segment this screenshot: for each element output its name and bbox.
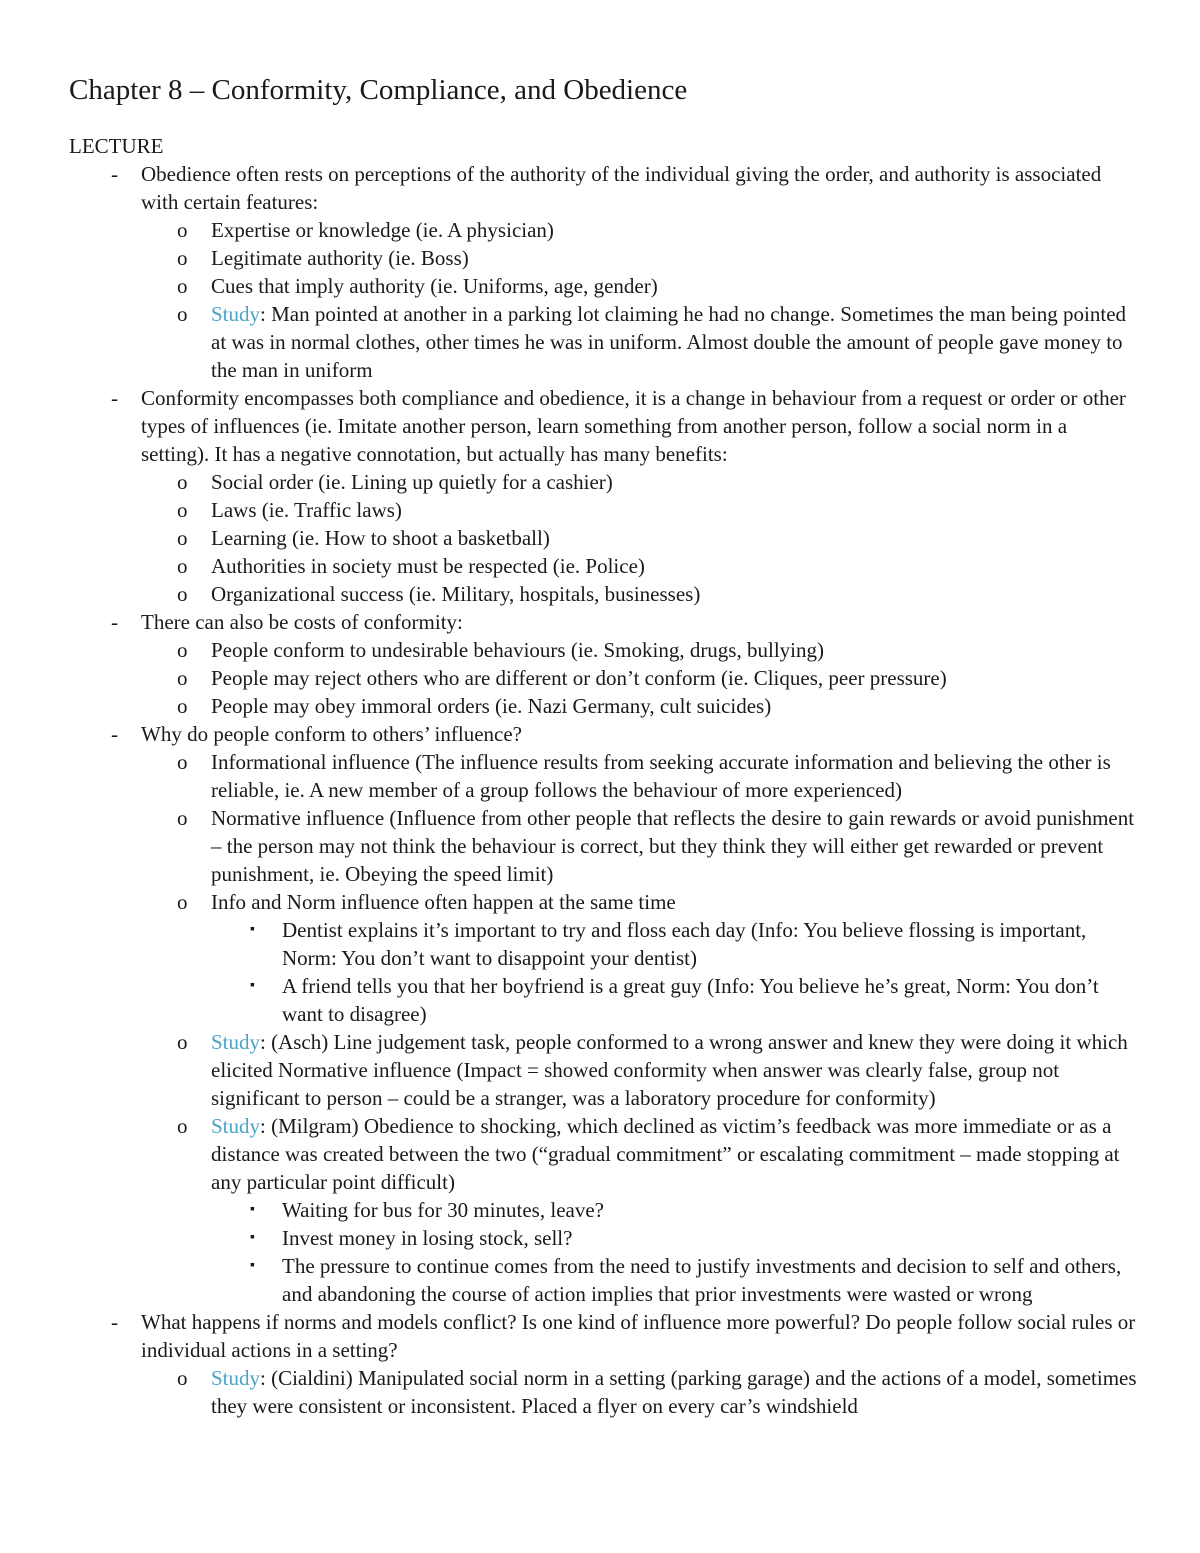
item-text: Laws (ie. Traffic laws): [211, 498, 402, 522]
list-item: [69, 720, 1139, 748]
circle-bullet: o: [177, 554, 188, 578]
circle-bullet: o: [177, 302, 188, 326]
list-item: [69, 664, 1139, 692]
circle-bullet: o: [177, 218, 188, 242]
page-title: Chapter 8 – Conformity, Compliance, and Obedience: [69, 74, 688, 106]
study-label: Study: [211, 1366, 261, 1390]
list-item: [69, 580, 1139, 608]
study-label: Study: [211, 302, 261, 326]
item-text: Invest money in losing stock, sell?: [282, 1226, 573, 1250]
item-text: Social order (ie. Lining up quietly for a cashier): [211, 470, 613, 494]
circle-bullet: o: [177, 638, 188, 662]
item-text: Waiting for bus for 30 minutes, leave?: [282, 1198, 604, 1222]
square-bullet: ▪: [250, 978, 255, 993]
item-text: Conformity encompasses both compliance and obedience, it is a change in behaviour from a request or order or other types of influences (ie. Imitate another person, learn something from another person, follow a social norm in a setting). It has a negative connotation, but actually has many benefits:: [141, 386, 1126, 466]
square-bullet: ▪: [250, 1202, 255, 1217]
dash-bullet: -: [111, 1310, 118, 1334]
item-text: Normative influence (Influence from other people that reflects the desire to gain rewards or avoid punishment – the person may not think the behaviour is correct, but they think they will either get rewarded or prevent punishment, ie. Obeying the speed limit): [211, 806, 1135, 886]
item-text: Why do people conform to others’ influence?: [141, 722, 522, 746]
circle-bullet: o: [177, 526, 188, 550]
circle-bullet: o: [177, 694, 188, 718]
item-text: : (Milgram) Obedience to shocking, which declined as victim’s feedback was more immediate or as a distance was created between the two (“gradual commitment” or escalating commitment – made stopping at any particular point difficult): [211, 1114, 1120, 1194]
dash-bullet: -: [111, 610, 118, 634]
list-item: [69, 216, 1139, 244]
circle-bullet: o: [177, 890, 188, 914]
item-text: Learning (ie. How to shoot a basketball): [211, 526, 550, 550]
dash-bullet: -: [111, 386, 118, 410]
list-item: [69, 524, 1139, 552]
item-text: People may obey immoral orders (ie. Nazi Germany, cult suicides): [211, 694, 772, 718]
item-text: Info and Norm influence often happen at the same time: [211, 890, 676, 914]
item-text: Legitimate authority (ie. Boss): [211, 246, 469, 270]
list-item: [69, 1308, 1139, 1364]
item-text: Expertise or knowledge (ie. A physician): [211, 218, 554, 242]
item-text: Dentist explains it’s important to try and floss each day (Info: You believe flossing is important, Norm: You don’t want to disappoint your dentist): [282, 918, 1087, 970]
dash-bullet: -: [111, 722, 118, 746]
item-text: People conform to undesirable behaviours (ie. Smoking, drugs, bullying): [211, 638, 824, 662]
item-text: The pressure to continue comes from the need to justify investments and decision to self and others, and abandoning the course of action implies that prior investments were wasted or wrong: [282, 1254, 1122, 1306]
item-text: : (Asch) Line judgement task, people conformed to a wrong answer and knew they were doing it which elicited Normative influence (Impact = showed conformity when answer was clearly false, group not significant to person – could be a stranger, was a laboratory procedure for conformity): [211, 1030, 1128, 1110]
list-item: [69, 916, 1139, 972]
list-item: [69, 552, 1139, 580]
item-text: : (Cialdini) Manipulated social norm in a setting (parking garage) and the actions of a model, sometimes they were consistent or inconsistent. Placed a flyer on every car’s windshield: [211, 1366, 1137, 1418]
list-item: [69, 1112, 1139, 1196]
item-text: There can also be costs of conformity:: [141, 610, 463, 634]
study-label: Study: [211, 1114, 261, 1138]
item-text: What happens if norms and models conflict? Is one kind of influence more powerful? Do people follow social rules or individual actions in a setting?: [141, 1310, 1136, 1362]
list-item: [69, 972, 1139, 1028]
list-item: [69, 1364, 1139, 1420]
circle-bullet: o: [177, 582, 188, 606]
circle-bullet: o: [177, 806, 188, 830]
list-item: [69, 636, 1139, 664]
item-text: Cues that imply authority (ie. Uniforms, age, gender): [211, 274, 658, 298]
list-item: [69, 692, 1139, 720]
list-item: [69, 160, 1139, 216]
item-text: People may reject others who are different or don’t conform (ie. Cliques, peer pressure): [211, 666, 947, 690]
list-item: [69, 1028, 1139, 1112]
circle-bullet: o: [177, 1030, 188, 1054]
circle-bullet: o: [177, 470, 188, 494]
circle-bullet: o: [177, 246, 188, 270]
list-item: [69, 300, 1139, 384]
dash-bullet: -: [111, 162, 118, 186]
circle-bullet: o: [177, 498, 188, 522]
square-bullet: ▪: [250, 1258, 255, 1273]
list-item: [69, 1196, 1139, 1224]
notes-list: [69, 160, 1139, 1420]
list-item: [69, 1252, 1139, 1308]
circle-bullet: o: [177, 1114, 188, 1138]
list-item: [69, 888, 1139, 916]
list-item: [69, 468, 1139, 496]
item-text: Organizational success (ie. Military, hospitals, businesses): [211, 582, 701, 606]
list-item: [69, 1224, 1139, 1252]
item-text: Obedience often rests on perceptions of the authority of the individual giving the order, and authority is associated with certain features:: [141, 162, 1102, 214]
circle-bullet: o: [177, 666, 188, 690]
list-item: [69, 496, 1139, 524]
list-item: [69, 384, 1139, 468]
circle-bullet: o: [177, 1366, 188, 1390]
circle-bullet: o: [177, 274, 188, 298]
list-item: [69, 244, 1139, 272]
item-text: Authorities in society must be respected (ie. Police): [211, 554, 645, 578]
section-heading: LECTURE: [69, 134, 164, 158]
item-text: Informational influence (The influence results from seeking accurate information and believing the other is reliable, ie. A new member of a group follows the behaviour of more experienced): [211, 750, 1111, 802]
study-label: Study: [211, 1030, 261, 1054]
circle-bullet: o: [177, 750, 188, 774]
list-item: [69, 748, 1139, 804]
item-text: A friend tells you that her boyfriend is a great guy (Info: You believe he’s great, Norm: You don’t want to disagree): [282, 974, 1099, 1026]
list-item: [69, 272, 1139, 300]
item-text: : Man pointed at another in a parking lot claiming he had no change. Sometimes the man being pointed at was in normal clothes, other times he was in uniform. Almost double the amount of people gave money to the man in uniform: [211, 302, 1127, 382]
square-bullet: ▪: [250, 922, 255, 937]
list-item: [69, 804, 1139, 888]
square-bullet: ▪: [250, 1230, 255, 1245]
list-item: [69, 608, 1139, 636]
